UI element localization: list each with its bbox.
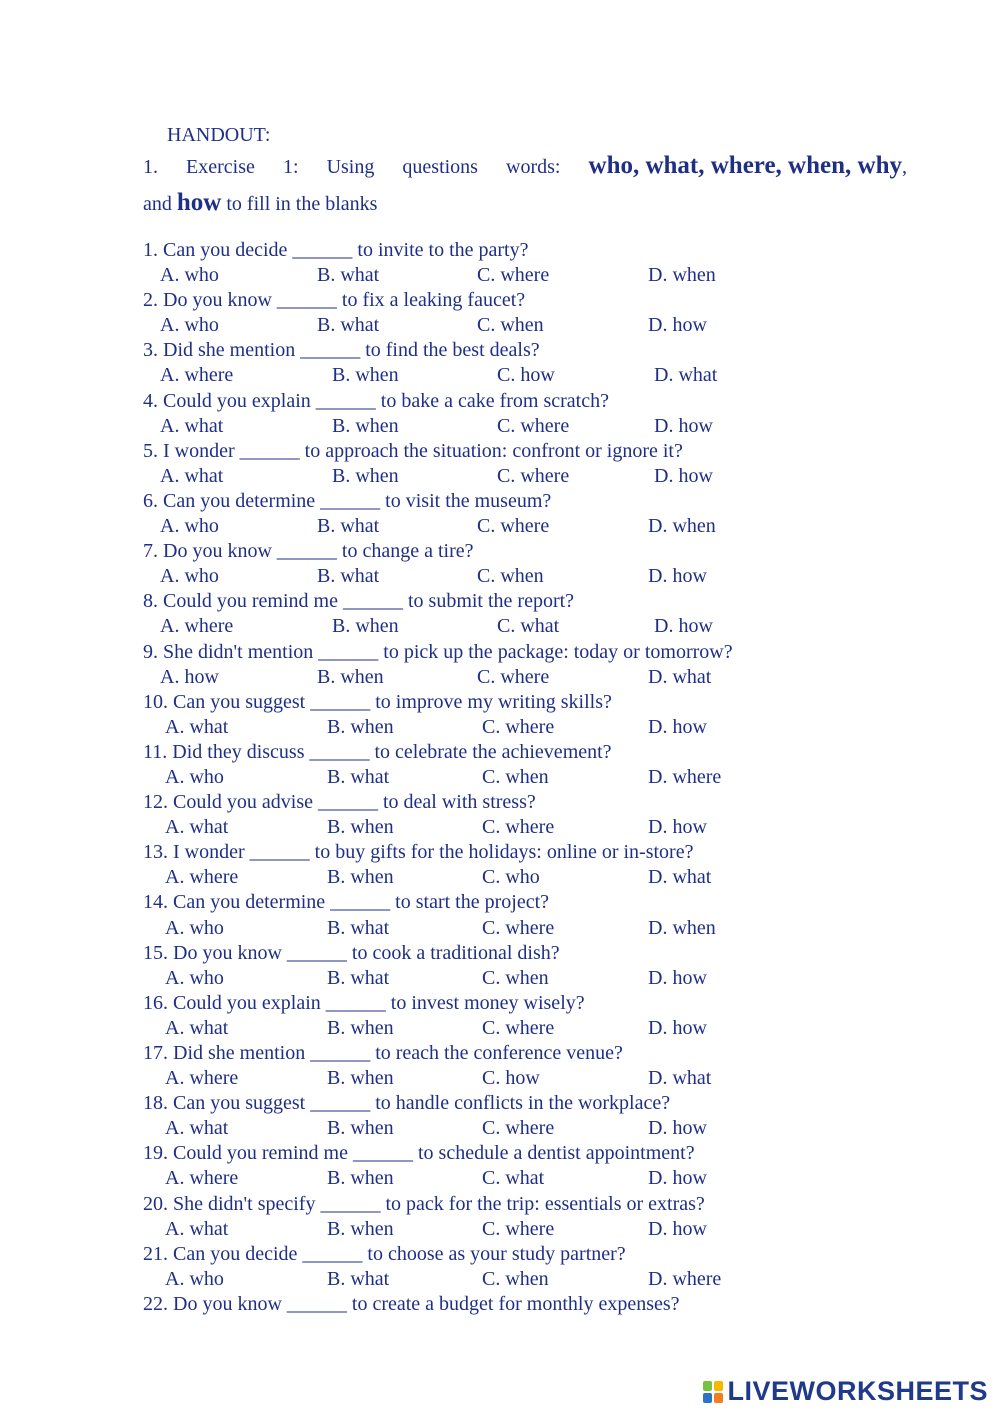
answer-option[interactable]: D. when bbox=[648, 515, 716, 538]
answer-option[interactable]: D. what bbox=[648, 1067, 712, 1090]
options-row bbox=[143, 313, 843, 338]
answer-option[interactable]: C. where bbox=[477, 665, 550, 688]
options-row bbox=[143, 614, 843, 639]
answer-option[interactable]: B. when bbox=[327, 1016, 394, 1039]
question-text: 13. I wonder ______ to buy gifts for the holidays: online or in-store? bbox=[143, 841, 694, 864]
answer-option[interactable]: B. what bbox=[317, 264, 380, 287]
options-row bbox=[143, 865, 843, 890]
handout-title: HANDOUT: bbox=[167, 124, 271, 146]
answer-option[interactable]: B. when bbox=[327, 1117, 394, 1140]
answer-option[interactable]: A. what bbox=[165, 816, 229, 839]
question-text: 10. Can you suggest ______ to improve my writing skills? bbox=[143, 690, 612, 713]
answer-option[interactable]: B. when bbox=[327, 1167, 394, 1190]
question-text: 8. Could you remind me ______ to submit the report? bbox=[143, 590, 575, 613]
options-row bbox=[143, 1217, 843, 1242]
answer-option[interactable]: C. where bbox=[482, 916, 555, 939]
answer-option[interactable]: A. how bbox=[160, 665, 219, 688]
instruction-word: 1. bbox=[143, 156, 158, 178]
options-row bbox=[143, 916, 843, 941]
options-row bbox=[143, 815, 843, 840]
answer-option[interactable]: B. when bbox=[332, 464, 399, 487]
answer-option[interactable]: C. where bbox=[477, 264, 550, 287]
question-text: 16. Could you explain ______ to invest money wisely? bbox=[143, 991, 585, 1014]
answer-option[interactable]: B. when bbox=[332, 615, 399, 638]
answer-option[interactable]: D. how bbox=[648, 1117, 707, 1140]
answer-option[interactable]: C. where bbox=[482, 715, 555, 738]
question-text: 17. Did she mention ______ to reach the conference venue? bbox=[143, 1042, 623, 1064]
answer-option[interactable]: D. how bbox=[654, 464, 713, 487]
question-text: 2. Do you know ______ to fix a leaking faucet? bbox=[143, 289, 526, 312]
answer-option[interactable]: D. how bbox=[648, 966, 707, 989]
question-text: 19. Could you remind me ______ to schedule a dentist appointment? bbox=[143, 1142, 695, 1165]
question-text: 20. She didn't specify ______ to pack for the trip: essentials or extras? bbox=[143, 1192, 705, 1215]
answer-option[interactable]: B. what bbox=[317, 565, 380, 588]
answer-option[interactable]: A. what bbox=[165, 1217, 229, 1240]
options-row bbox=[143, 1166, 843, 1191]
options-row bbox=[143, 564, 843, 589]
answer-option[interactable]: D. how bbox=[648, 1016, 707, 1039]
instruction-how: how bbox=[176, 189, 222, 216]
question-text: 5. I wonder ______ to approach the situation: confront or ignore it? bbox=[143, 439, 683, 462]
options-row bbox=[143, 414, 843, 439]
answer-option[interactable]: C. where bbox=[482, 1016, 555, 1039]
answer-option[interactable]: A. who bbox=[160, 515, 219, 538]
answer-option[interactable]: C. where bbox=[477, 515, 550, 538]
question-text: 11. Did they discuss ______ to celebrate the achievement? bbox=[143, 740, 612, 763]
answer-option[interactable]: A. what bbox=[165, 1117, 229, 1140]
options-row bbox=[143, 363, 843, 388]
question-text: 21. Can you decide ______ to choose as your study partner? bbox=[143, 1242, 626, 1265]
answer-option[interactable]: C. how bbox=[497, 364, 555, 387]
instruction-comma: , bbox=[901, 156, 907, 178]
answer-option[interactable]: B. when bbox=[332, 364, 399, 387]
options-row bbox=[143, 966, 843, 991]
answer-option[interactable]: D. where bbox=[648, 1267, 722, 1290]
answer-option[interactable]: D. how bbox=[654, 414, 713, 437]
answer-option[interactable]: C. how bbox=[482, 1067, 540, 1090]
answer-option[interactable]: C. when bbox=[477, 565, 544, 588]
instruction-line-2 bbox=[143, 189, 907, 217]
answer-option[interactable]: D. how bbox=[654, 615, 713, 638]
answer-option[interactable]: A. where bbox=[165, 1067, 239, 1090]
instruction-word: questions bbox=[402, 156, 478, 178]
question-text: 4. Could you explain ______ to bake a cake from scratch? bbox=[143, 389, 609, 412]
answer-option[interactable]: D. what bbox=[648, 866, 712, 889]
answer-option[interactable]: A. who bbox=[160, 314, 219, 337]
question-text: 15. Do you know ______ to cook a traditional dish? bbox=[143, 941, 560, 964]
options-row bbox=[143, 464, 843, 489]
logo-text: LIVEWORKSHEETS bbox=[727, 1376, 988, 1406]
question-text: 18. Can you suggest ______ to handle conflicts in the workplace? bbox=[143, 1092, 671, 1115]
answer-option[interactable]: A. what bbox=[165, 1016, 229, 1039]
answer-option[interactable]: C. where bbox=[482, 1217, 555, 1240]
answer-option[interactable]: B. what bbox=[327, 966, 390, 989]
instruction-question-words bbox=[589, 152, 907, 180]
answer-option[interactable]: B. when bbox=[327, 816, 394, 839]
options-row bbox=[143, 514, 843, 539]
question-text: 7. Do you know ______ to change a tire? bbox=[143, 540, 474, 563]
liveworksheets-logo bbox=[703, 1376, 988, 1407]
question-text: 9. She didn't mention ______ to pick up the package: today or tomorrow? bbox=[143, 640, 733, 663]
question-text: 12. Could you advise ______ to deal with stress? bbox=[143, 791, 536, 814]
answer-option[interactable]: B. what bbox=[317, 314, 380, 337]
question-list bbox=[143, 238, 843, 1317]
question-text: 22. Do you know ______ to create a budget for monthly expenses? bbox=[143, 1292, 680, 1315]
answer-option[interactable]: D. when bbox=[648, 916, 716, 939]
answer-option[interactable]: B. what bbox=[327, 916, 390, 939]
question-text: 6. Can you determine ______ to visit the museum? bbox=[143, 489, 552, 512]
logo-square bbox=[714, 1393, 723, 1403]
answer-option[interactable]: A. what bbox=[165, 715, 229, 738]
answer-option[interactable]: C. where bbox=[482, 1117, 555, 1140]
answer-option[interactable]: B. when bbox=[327, 715, 394, 738]
answer-option[interactable]: B. when bbox=[327, 1067, 394, 1090]
options-row bbox=[143, 1116, 843, 1141]
answer-option[interactable]: C. when bbox=[482, 1267, 549, 1290]
answer-option[interactable]: C. what bbox=[482, 1167, 545, 1190]
options-row bbox=[143, 263, 843, 288]
instruction-word: 1: bbox=[282, 156, 299, 178]
question-text: 1. Can you decide ______ to invite to the party? bbox=[143, 239, 529, 261]
answer-option[interactable]: D. how bbox=[648, 314, 707, 337]
answer-option[interactable]: B. when bbox=[327, 1217, 394, 1240]
options-row bbox=[143, 1016, 843, 1041]
logo-square bbox=[703, 1381, 712, 1391]
answer-option[interactable]: A. who bbox=[160, 264, 219, 287]
answer-option[interactable]: C. where bbox=[497, 414, 570, 437]
answer-option[interactable]: C. when bbox=[482, 765, 549, 788]
instruction-word: Exercise bbox=[186, 156, 255, 178]
question-text: 3. Did she mention ______ to find the best deals? bbox=[143, 339, 540, 362]
answer-option[interactable]: A. who bbox=[165, 765, 224, 788]
answer-option[interactable]: C. when bbox=[482, 966, 549, 989]
answer-option[interactable]: B. what bbox=[327, 765, 390, 788]
answer-option[interactable]: D. what bbox=[654, 364, 718, 387]
answer-option[interactable]: C. where bbox=[497, 464, 570, 487]
answer-option[interactable]: D. how bbox=[648, 1217, 707, 1240]
answer-option[interactable]: C. what bbox=[497, 615, 560, 638]
logo-square bbox=[703, 1393, 712, 1403]
answer-option[interactable]: B. when bbox=[332, 414, 399, 437]
options-row bbox=[143, 715, 843, 740]
answer-option[interactable]: B. when bbox=[317, 665, 384, 688]
answer-option[interactable]: D. what bbox=[648, 665, 712, 688]
liveworksheets-logo-icon bbox=[703, 1381, 723, 1403]
options-row bbox=[143, 765, 843, 790]
answer-option[interactable]: D. how bbox=[648, 565, 707, 588]
question-text: 14. Can you determine ______ to start the project? bbox=[143, 891, 550, 914]
instruction-line-1 bbox=[143, 152, 907, 180]
answer-option[interactable]: A. where bbox=[165, 1167, 239, 1190]
instruction-word: words: bbox=[506, 156, 561, 178]
answer-option[interactable]: B. what bbox=[317, 515, 380, 538]
logo-square bbox=[714, 1381, 723, 1391]
answer-option[interactable]: D. how bbox=[648, 715, 707, 738]
options-row bbox=[143, 665, 843, 690]
answer-option[interactable]: B. when bbox=[327, 866, 394, 889]
answer-option[interactable]: C. when bbox=[477, 314, 544, 337]
answer-option[interactable]: A. what bbox=[160, 414, 224, 437]
answer-option[interactable]: D. how bbox=[648, 816, 707, 839]
answer-option[interactable]: D. when bbox=[648, 264, 716, 287]
answer-option[interactable]: D. where bbox=[648, 765, 722, 788]
instruction-tail: to fill in the blanks bbox=[226, 193, 378, 215]
answer-option[interactable]: A. where bbox=[165, 866, 239, 889]
answer-option[interactable]: A. who bbox=[165, 1267, 224, 1290]
answer-option[interactable]: C. where bbox=[482, 816, 555, 839]
answer-option[interactable]: A. what bbox=[160, 464, 224, 487]
answer-option[interactable]: B. what bbox=[327, 1267, 390, 1290]
instruction-and: and bbox=[143, 193, 172, 215]
instruction-word: Using bbox=[326, 156, 375, 178]
answer-option[interactable]: A. where bbox=[160, 615, 234, 638]
answer-option[interactable]: A. where bbox=[160, 364, 234, 387]
question-words-bold: who, what, where, when, why bbox=[588, 152, 902, 179]
answer-option[interactable]: C. who bbox=[482, 866, 540, 889]
answer-option[interactable]: A. who bbox=[165, 916, 224, 939]
options-row bbox=[143, 1066, 843, 1091]
answer-option[interactable]: A. who bbox=[160, 565, 219, 588]
answer-option[interactable]: D. how bbox=[648, 1167, 707, 1190]
options-row bbox=[143, 1267, 843, 1292]
answer-option[interactable]: A. who bbox=[165, 966, 224, 989]
